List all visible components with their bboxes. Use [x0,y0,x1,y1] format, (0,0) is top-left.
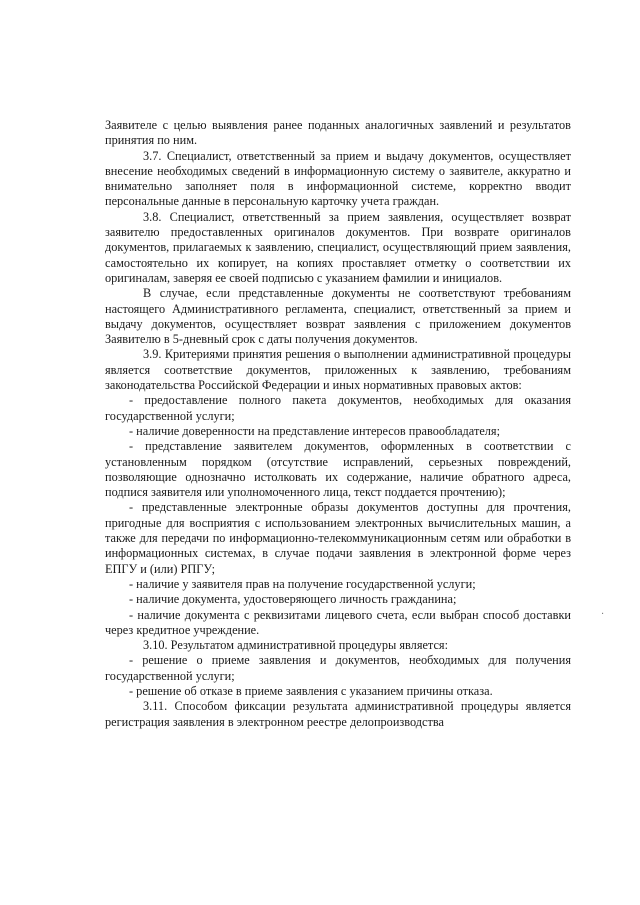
criteria-item-full-package: - предоставление полного пакета документов, необходимых для оказания государственной услуги; [105,393,571,423]
criteria-item-power-of-attorney: - наличие доверенности на представление интересов правообладателя; [129,423,500,438]
criteria-item-account-details: - наличие документа с реквизитами лицевого счета, если выбран способ доставки через кредитное учреждение. [105,607,571,637]
result-item-refusal: - решение об отказе в приеме заявления с указанием причины отказа. [129,683,493,698]
paragraph-continuation: Заявителе с целью выявления ранее поданных аналогичных заявлений и результатов принятия по ним. [105,118,571,148]
paragraph-return-case: В случае, если представленные документы не соответствуют требованиям настоящего Административного регламента, специалист, ответственный за прием и выдачу документов, осуществляет возврат заявления с приложением документов Заявителю в 5-дневный срок с даты получения документов. [105,286,571,347]
document-body [105,118,571,730]
paragraph-3-11: 3.11. Способом фиксации результата административной процедуры является регистрация заявления в электронном реестре делопроизводства [105,699,571,729]
criteria-item-identity-document: - наличие документа, удостоверяющего личность гражданина; [129,592,457,607]
result-item-acceptance: - решение о приеме заявления и документов, необходимых для получения государственной услуги; [105,653,571,683]
paragraph-3-8: 3.8. Специалист, ответственный за прием заявления, осуществляет возврат заявителю предоставленных оригиналов документов. При возврате оригиналов документов, прилагаемых к заявлению, специалист, осуществляющий прием заявления, самостоятельно их копирует, на копиях проставляет отметку о соответствии их оригиналам, заверяя ее своей подписью с указанием фамилии и инициалов. [105,209,571,285]
paragraph-3-10: 3.10. Результатом административной процедуры является: [143,638,448,653]
criteria-item-electronic-images: - представленные электронные образы документов доступны для прочтения, пригодные для восприятия с использованием электронных вычислительных машин, а также для передачи по информационно-телекоммуникационным сетям или обработки в информационных системах, в случае подачи заявления в электронной форме через ЕПГУ и (или) РПГУ; [105,500,571,576]
margin-mark: . [601,606,605,617]
criteria-item-rights: - наличие у заявителя прав на получение государственной услуги; [129,576,476,591]
paragraph-3-9: 3.9. Критериями принятия решения о выполнении административной процедуры является соответствие документов, приложенных к заявлению, требованиям законодательства Российской Федерации и иных нормативных правовых актов: [105,347,571,393]
paragraph-3-7: 3.7. Специалист, ответственный за прием и выдачу документов, осуществляет внесение необходимых сведений в информационную систему о заявителе, аккуратно и внимательно заполняет поля в информационной системе, корректно вводит персональные данные в персональную карточку учета граждан. [105,148,571,209]
criteria-item-document-formatting: - представление заявителем документов, оформленных в соответствии с установленным порядком (отсутствие исправлений, серьезных повреждений, позволяющие однозначно истолковать их содержание, наличие обратного адреса, подпися заявителя или уполномоченного лица, текст поддается прочтению); [105,439,571,500]
